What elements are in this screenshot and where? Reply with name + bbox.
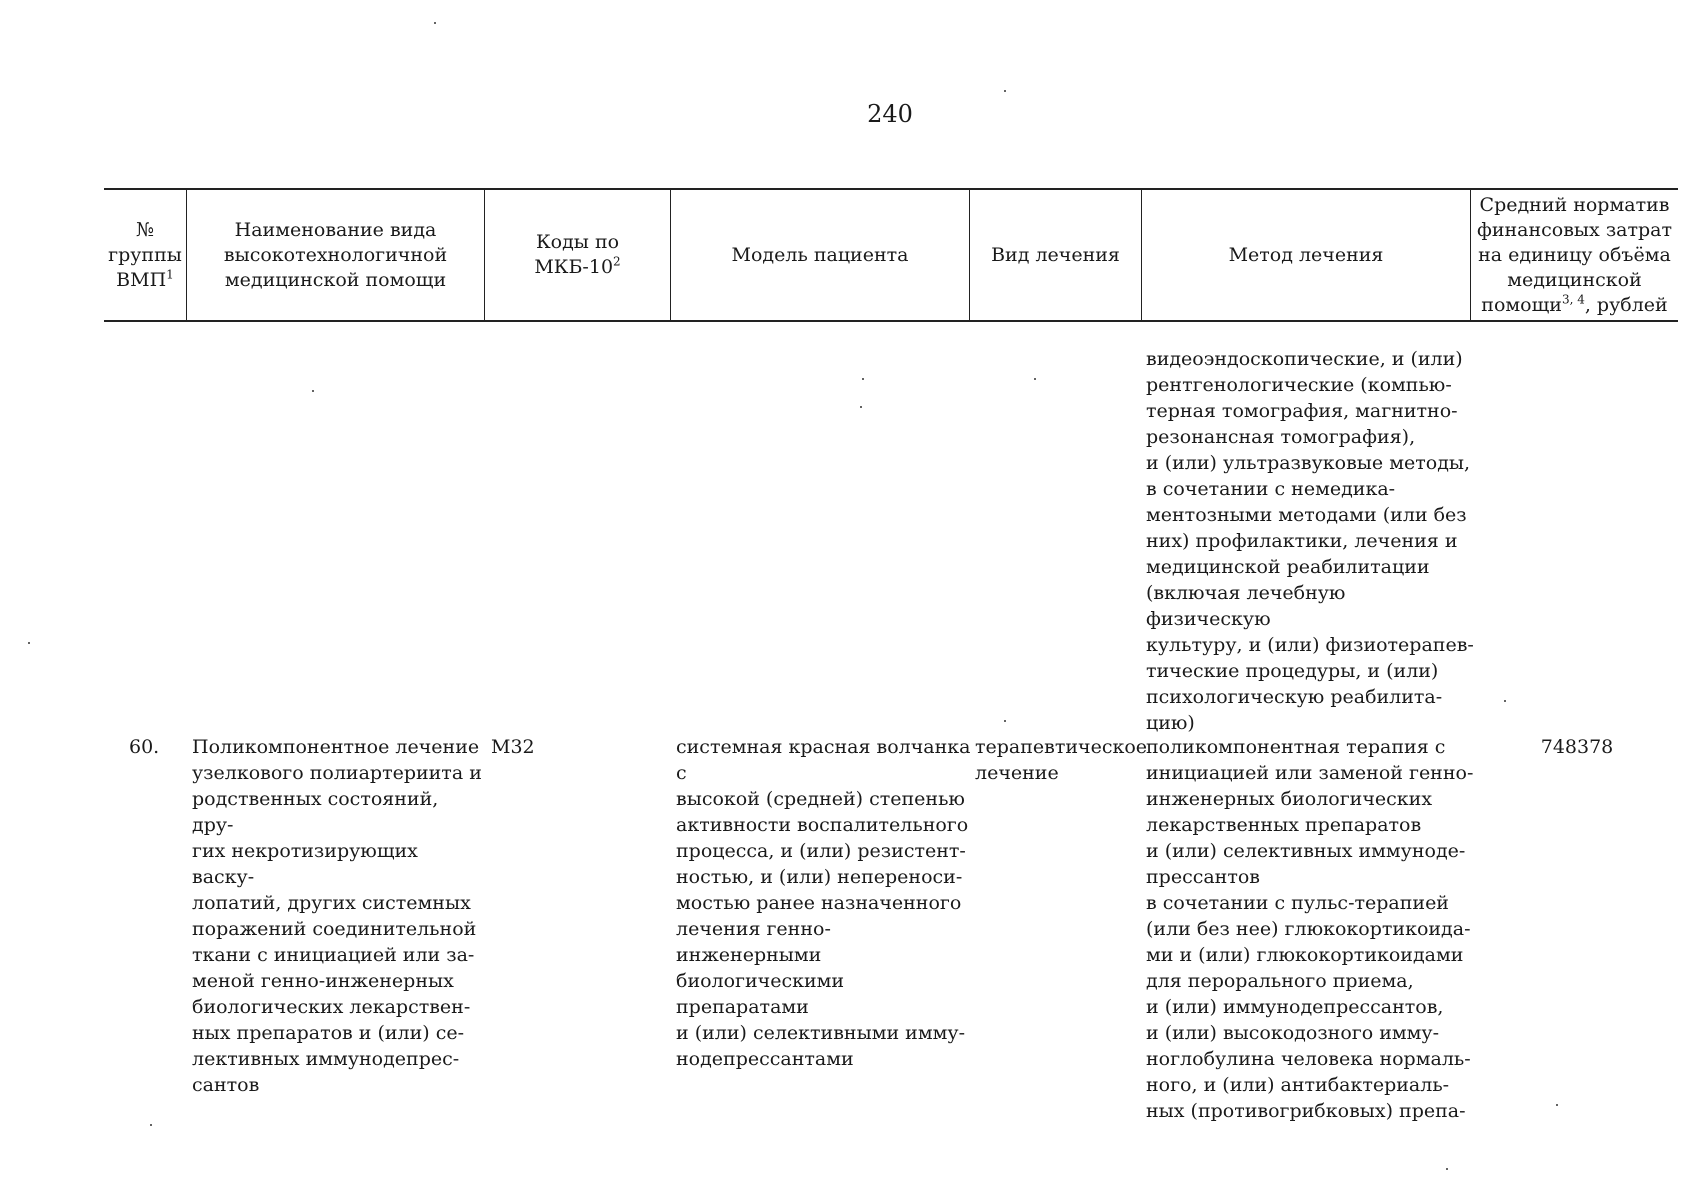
- scan-speck: [1034, 378, 1036, 380]
- table-header: [104, 188, 1678, 322]
- continuation-method: видеоэндоскопические, и (или) рентгенологические (компью- терная томография, магнитно- резонансная томография), и (или) ультразвуковые методы, в сочетании с немедика- ментозными методами (или без них) профилактики, лечения и медицинской реабилитации (включая лечебную физическую культуру, и (или) физиотерапев- тические процедуры, и (или) психологическую реабилита- цию): [1146, 348, 1474, 734]
- row-treatment-method: поликомпонентная терапия с инициацией или заменой генно- инженерных биологических лекарственных препаратов и (или) селективных иммуноде- прессантов в сочетании с пульс-терапией (или без нее) глюкокортикоида- ми и (или) глюкокортикоидами для перорального приема, и (или) иммунодепрессантов, и (или) высокодозного имму- ноглобулина человека нормаль- ного, и (или) антибактериаль- ных (противогрибковых) препа-: [1146, 736, 1474, 1122]
- header-icd-codes: [485, 190, 671, 320]
- row-care-name: Поликомпонентное лечение узелкового полиартериита и родственных состояний, дру- гих некротизирующих васку- лопатий, других системных поражений соединительной ткани с инициацией или за- меной генно-инженерных биологических лекарствен- ных препаратов и (или) се- лективных иммунодепрес- сантов: [192, 736, 482, 1096]
- header-patient-model: Модель пациента: [671, 190, 970, 320]
- row-icd-code: M32: [491, 736, 535, 758]
- row-patient-model: системная красная волчанка с высокой (средней) степенью активности воспалительного процесса, и (или) резистент- ностью, и (или) непереноси- мостью ранее назначенного лечения генно-инженерными биологическими препаратами и (или) селективными имму- нодепрессантами: [676, 736, 971, 1070]
- header-treatment-type: Вид лечения: [970, 190, 1142, 320]
- scan-speck: [1004, 90, 1006, 92]
- header-group-number: [104, 190, 187, 320]
- scan-speck: [1446, 1168, 1448, 1170]
- header-cost-standard: [1471, 190, 1678, 320]
- scan-speck: [434, 22, 436, 24]
- header-group-number-label: № группы ВМП$^1$: [108, 218, 182, 291]
- scan-speck: [150, 1124, 152, 1126]
- scan-speck: [312, 390, 314, 392]
- header-care-type: Наименование вида высокотехнологичной медицинской помощи: [187, 190, 485, 320]
- scan-speck: [28, 642, 30, 644]
- scan-speck: [1004, 720, 1006, 722]
- scan-speck: [1504, 700, 1506, 702]
- row-number: 60.: [129, 736, 160, 758]
- row-cost: 748378: [1540, 736, 1614, 758]
- header-cost-standard-label: Средний норматив финансовых затрат на единицу объёма медицинской помощи$^{3, 4}$, рублей: [1476, 193, 1673, 316]
- scan-speck: [860, 406, 862, 408]
- header-icd-codes-label: Коды по МКБ-$10^2$: [534, 231, 621, 278]
- row-treatment-type: терапевтическое лечение: [975, 736, 1148, 784]
- page-number: 240: [867, 100, 913, 128]
- scan-speck: [1556, 1104, 1558, 1106]
- header-treatment-method: Метод лечения: [1142, 190, 1471, 320]
- scan-speck: [862, 378, 864, 380]
